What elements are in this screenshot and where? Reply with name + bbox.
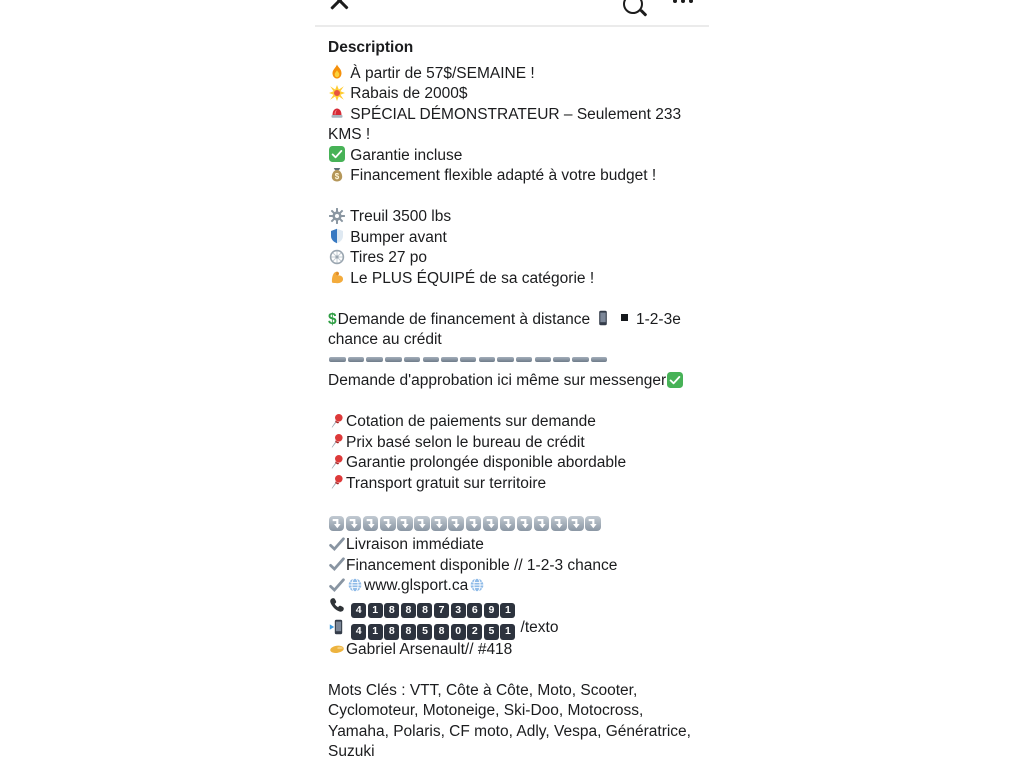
arrow-down-icon xyxy=(568,516,584,532)
description-line: Garantie prolongée disponible abordable xyxy=(328,453,712,474)
arrow-down-icon xyxy=(551,516,567,532)
mobile-phone-icon xyxy=(595,310,611,326)
keycap-8-icon: 8 xyxy=(434,624,449,640)
keycap-8-icon: 8 xyxy=(401,603,416,619)
arrow-down-icon xyxy=(431,516,447,532)
arrow-down-icon xyxy=(448,516,464,532)
gray-check-icon xyxy=(329,556,345,572)
arrow-down-icon xyxy=(534,516,550,532)
pushpin-icon xyxy=(329,454,345,470)
keycap-4-icon: 4 xyxy=(351,624,366,640)
arrow-down-icon xyxy=(585,516,601,532)
description-line: Treuil 3500 lbs xyxy=(328,207,712,228)
description-line: Mots Clés : VTT, Côte à Côte, Moto, Scooter, xyxy=(328,681,638,699)
keycap-2-icon: 2 xyxy=(467,624,482,640)
keycap-8-icon: 8 xyxy=(384,624,399,640)
description-line xyxy=(328,515,712,536)
keycap-3-icon: 3 xyxy=(451,603,466,619)
close-icon[interactable] xyxy=(329,0,349,10)
description-line: SPÉCIAL DÉMONSTRATEUR – Seulement 233 xyxy=(328,105,712,126)
keycap-6-icon: 6 xyxy=(467,603,482,619)
gray-check-icon xyxy=(329,536,345,552)
description-line: Transport gratuit sur territoire xyxy=(328,474,712,495)
minus-bar-icon xyxy=(441,357,458,362)
description-line: À partir de 57$/SEMAINE ! xyxy=(328,64,712,85)
pushpin-icon xyxy=(329,413,345,429)
description-line: Cyclomoteur, Motoneige, Ski-Doo, Motocross, xyxy=(328,702,644,719)
collision-icon xyxy=(329,85,345,101)
description-line: Gabriel Arsenault// #418 xyxy=(328,640,712,661)
gear-icon xyxy=(329,208,345,224)
handshake-icon xyxy=(329,640,345,656)
more-options-icon[interactable] xyxy=(673,0,693,3)
money-bag-icon xyxy=(329,167,345,183)
globe-icon xyxy=(347,577,363,593)
keycap-8-icon: 8 xyxy=(417,603,432,619)
minus-bar-icon xyxy=(572,357,589,362)
keycap-4-icon: 4 xyxy=(351,603,366,619)
arrow-down-icon xyxy=(517,516,533,532)
keycap-9-icon: 9 xyxy=(484,603,499,619)
keycap-5-icon: 5 xyxy=(484,624,499,640)
minus-bar-icon xyxy=(553,357,570,362)
keycap-5-icon: 5 xyxy=(417,624,432,640)
description-line: chance au crédit xyxy=(328,331,442,348)
description-line: Le PLUS ÉQUIPÉ de sa catégorie ! xyxy=(328,269,712,290)
siren-icon xyxy=(329,105,345,121)
pushpin-icon xyxy=(329,433,345,449)
arrow-down-icon xyxy=(466,516,482,532)
globe-icon xyxy=(469,577,485,593)
description-line: Demande d'approbation ici même sur messenger xyxy=(328,371,712,392)
description-line: Tires 27 po xyxy=(328,248,712,269)
minus-bar-icon xyxy=(497,357,514,362)
description-line: $ Financement flexible adapté à votre budget ! xyxy=(328,166,712,187)
green-check-icon xyxy=(667,372,683,388)
arrow-down-icon xyxy=(483,516,499,532)
content-column xyxy=(315,0,710,768)
description-line xyxy=(328,597,712,619)
muscle-icon xyxy=(329,269,345,285)
phone-receiver-icon xyxy=(329,597,345,613)
wheel-icon xyxy=(329,249,345,265)
fire-icon xyxy=(329,64,345,80)
minus-bar-icon xyxy=(423,357,440,362)
description-line: Garantie incluse xyxy=(328,146,712,167)
description-line: Prix basé selon le bureau de crédit xyxy=(328,433,712,454)
section-title: Description xyxy=(328,38,414,56)
description-line xyxy=(328,351,712,372)
description-text xyxy=(328,64,712,763)
description-line: Cotation de paiements sur demande xyxy=(328,412,712,433)
keycap-1-icon: 1 xyxy=(500,603,515,619)
phone-with-arrow-icon xyxy=(329,619,345,635)
description-line: Suzuki xyxy=(328,743,375,760)
arrow-down-icon xyxy=(380,516,396,532)
minus-bar-icon xyxy=(479,357,496,362)
keycap-0-icon: 0 xyxy=(451,624,466,640)
arrow-down-icon xyxy=(500,516,516,532)
minus-bar-icon xyxy=(348,357,365,362)
minus-bar-icon xyxy=(366,357,383,362)
minus-bar-icon xyxy=(404,357,421,362)
description-line xyxy=(328,289,712,310)
description-line: www.glsport.ca xyxy=(328,576,712,597)
description-line xyxy=(328,187,712,208)
minus-bar-icon xyxy=(516,357,533,362)
keycap-8-icon: 8 xyxy=(401,624,416,640)
minus-bar-icon xyxy=(535,357,552,362)
arrow-down-icon xyxy=(363,516,379,532)
green-check-icon xyxy=(329,146,345,162)
arrow-down-icon xyxy=(414,516,430,532)
top-bar xyxy=(315,0,710,25)
description-line xyxy=(328,660,712,681)
description-line xyxy=(328,392,712,413)
keycap-8-icon: 8 xyxy=(384,603,399,619)
black-square-icon xyxy=(621,314,628,321)
keycap-7-icon: 7 xyxy=(434,603,449,619)
arrow-down-icon xyxy=(329,516,345,532)
keycap-1-icon: 1 xyxy=(500,624,515,640)
description-line xyxy=(328,494,712,515)
description-line: Livraison immédiate xyxy=(328,535,712,556)
arrow-down-icon xyxy=(346,516,362,532)
description-line: Rabais de 2000$ xyxy=(328,84,712,105)
description-line: Yamaha, Polaris, CF moto, Adly, Vespa, Génératrice, xyxy=(328,722,691,740)
arrow-down-icon xyxy=(397,516,413,532)
minus-bar-icon xyxy=(385,357,402,362)
pushpin-icon xyxy=(329,474,345,490)
description-line: KMS ! xyxy=(328,126,371,143)
minus-bar-icon xyxy=(329,357,346,362)
dollar-sign-icon: $ xyxy=(328,310,337,328)
minus-bar-icon xyxy=(591,357,608,362)
description-line: Bumper avant xyxy=(328,228,712,249)
gray-check-icon xyxy=(329,577,345,593)
keycap-1-icon: 1 xyxy=(368,603,383,619)
shield-icon xyxy=(329,228,345,244)
search-icon[interactable] xyxy=(623,0,643,14)
svg-text:$: $ xyxy=(334,171,340,181)
minus-bar-icon xyxy=(460,357,477,362)
description-line: Financement disponible // 1-2-3 chance xyxy=(328,556,712,577)
description-line: $Demande de financement à distance 1-2-3e xyxy=(328,310,712,331)
keycap-1-icon: 1 xyxy=(368,624,383,640)
header-divider xyxy=(315,25,709,27)
description-line: 4 1 8 8 5 8 0 2 5 1 /texto xyxy=(328,618,712,640)
